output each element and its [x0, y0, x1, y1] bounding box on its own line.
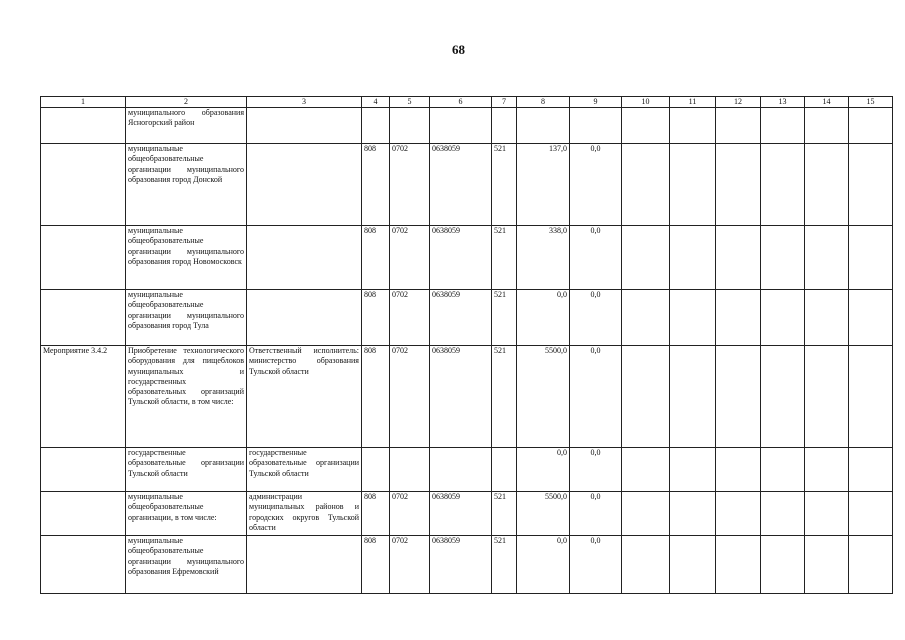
- cell-rzpr: 0702: [390, 492, 430, 536]
- cell-executor: Ответственный исполнитель: министерство образования Тульской области: [247, 346, 362, 448]
- column-header: 10: [622, 97, 670, 108]
- cell-vr: 521: [492, 144, 517, 226]
- empty-cell: [670, 290, 716, 346]
- cell-vr: 521: [492, 226, 517, 290]
- column-header: 4: [362, 97, 390, 108]
- cell-name: государственные образовательные организации Тульской области: [126, 448, 247, 492]
- empty-cell: [805, 108, 849, 144]
- empty-cell: [716, 536, 761, 594]
- column-header: 13: [761, 97, 805, 108]
- table-row: [41, 290, 893, 346]
- table-row: [41, 448, 893, 492]
- table-row: [41, 226, 893, 290]
- cell-vr: [492, 448, 517, 492]
- empty-cell: [849, 448, 893, 492]
- empty-cell: [761, 108, 805, 144]
- cell-name: муниципальные общеобразовательные организации, в том числе:: [126, 492, 247, 536]
- empty-cell: [670, 448, 716, 492]
- empty-cell: [849, 346, 893, 448]
- cell-executor: администрации муниципальных районов и городских округов Тульской области: [247, 492, 362, 536]
- cell-csr: 0638059: [430, 536, 492, 594]
- cell-name: муниципальные общеобразовательные организации муниципального образования город Донской: [126, 144, 247, 226]
- cell-amount-2: 0,0: [570, 226, 622, 290]
- empty-cell: [670, 108, 716, 144]
- cell-name: Приобретение технологического оборудования для пищеблоков муниципальных и государственных образовательных организаций Тульской области, в том числе:: [126, 346, 247, 448]
- column-header: 1: [41, 97, 126, 108]
- cell-event: Мероприятие 3.4.2: [41, 346, 126, 448]
- cell-amount-2: 0,0: [570, 290, 622, 346]
- table-row: [41, 144, 893, 226]
- empty-cell: [849, 492, 893, 536]
- cell-rzpr: 0702: [390, 536, 430, 594]
- cell-executor: [247, 226, 362, 290]
- table-row: [41, 536, 893, 594]
- cell-amount: [517, 108, 570, 144]
- column-header: 5: [390, 97, 430, 108]
- cell-name: муниципального образования Ясногорский район: [126, 108, 247, 144]
- column-header: 7: [492, 97, 517, 108]
- empty-cell: [805, 226, 849, 290]
- cell-amount-2: [570, 108, 622, 144]
- cell-amount-2: 0,0: [570, 346, 622, 448]
- empty-cell: [670, 492, 716, 536]
- empty-cell: [716, 290, 761, 346]
- cell-amount: 338,0: [517, 226, 570, 290]
- empty-cell: [761, 536, 805, 594]
- cell-name: муниципальные общеобразовательные организации муниципального образования город Новомосковск: [126, 226, 247, 290]
- cell-grbs: 808: [362, 290, 390, 346]
- empty-cell: [622, 492, 670, 536]
- table-row: [41, 492, 893, 536]
- cell-grbs: 808: [362, 346, 390, 448]
- empty-cell: [622, 448, 670, 492]
- cell-amount-2: 0,0: [570, 144, 622, 226]
- cell-executor: [247, 290, 362, 346]
- column-header: 11: [670, 97, 716, 108]
- empty-cell: [761, 290, 805, 346]
- column-header: 9: [570, 97, 622, 108]
- empty-cell: [805, 346, 849, 448]
- cell-event: [41, 492, 126, 536]
- cell-grbs: 808: [362, 536, 390, 594]
- table-row: [41, 108, 893, 144]
- cell-rzpr: [390, 108, 430, 144]
- empty-cell: [622, 226, 670, 290]
- cell-event: [41, 448, 126, 492]
- cell-amount-2: 0,0: [570, 536, 622, 594]
- cell-rzpr: 0702: [390, 346, 430, 448]
- empty-cell: [716, 144, 761, 226]
- cell-csr: 0638059: [430, 290, 492, 346]
- cell-grbs: 808: [362, 144, 390, 226]
- cell-event: [41, 536, 126, 594]
- empty-cell: [716, 108, 761, 144]
- cell-rzpr: 0702: [390, 226, 430, 290]
- cell-vr: 521: [492, 290, 517, 346]
- empty-cell: [716, 346, 761, 448]
- empty-cell: [849, 290, 893, 346]
- cell-executor: [247, 144, 362, 226]
- cell-csr: 0638059: [430, 492, 492, 536]
- cell-executor: государственные образовательные организации Тульской области: [247, 448, 362, 492]
- cell-csr: 0638059: [430, 144, 492, 226]
- table-row: [41, 346, 893, 448]
- empty-cell: [622, 290, 670, 346]
- empty-cell: [805, 144, 849, 226]
- cell-grbs: 808: [362, 226, 390, 290]
- cell-csr: [430, 448, 492, 492]
- column-header: 3: [247, 97, 362, 108]
- empty-cell: [716, 492, 761, 536]
- cell-amount: 0,0: [517, 290, 570, 346]
- cell-grbs: [362, 448, 390, 492]
- cell-event: [41, 290, 126, 346]
- header-row: [41, 97, 893, 108]
- cell-grbs: [362, 108, 390, 144]
- cell-amount: 5500,0: [517, 492, 570, 536]
- cell-amount-2: 0,0: [570, 492, 622, 536]
- empty-cell: [849, 108, 893, 144]
- cell-vr: 521: [492, 536, 517, 594]
- cell-executor: [247, 108, 362, 144]
- empty-cell: [805, 492, 849, 536]
- cell-amount: 0,0: [517, 536, 570, 594]
- cell-vr: 521: [492, 492, 517, 536]
- cell-amount-2: 0,0: [570, 448, 622, 492]
- empty-cell: [670, 226, 716, 290]
- column-header: 2: [126, 97, 247, 108]
- cell-amount: 5500,0: [517, 346, 570, 448]
- cell-rzpr: 0702: [390, 144, 430, 226]
- page-number: 68: [452, 42, 465, 57]
- column-header: 12: [716, 97, 761, 108]
- empty-cell: [622, 108, 670, 144]
- column-header: 6: [430, 97, 492, 108]
- cell-grbs: 808: [362, 492, 390, 536]
- empty-cell: [761, 346, 805, 448]
- cell-event: [41, 144, 126, 226]
- empty-cell: [716, 448, 761, 492]
- empty-cell: [761, 492, 805, 536]
- cell-vr: 521: [492, 346, 517, 448]
- cell-vr: [492, 108, 517, 144]
- empty-cell: [761, 144, 805, 226]
- budget-table: [40, 96, 893, 594]
- column-header: 14: [805, 97, 849, 108]
- cell-executor: [247, 536, 362, 594]
- cell-event: [41, 226, 126, 290]
- column-header: 8: [517, 97, 570, 108]
- empty-cell: [670, 346, 716, 448]
- empty-cell: [622, 144, 670, 226]
- cell-csr: 0638059: [430, 346, 492, 448]
- cell-amount: 137,0: [517, 144, 570, 226]
- column-header: 15: [849, 97, 893, 108]
- cell-rzpr: 0702: [390, 290, 430, 346]
- cell-csr: [430, 108, 492, 144]
- empty-cell: [849, 536, 893, 594]
- cell-csr: 0638059: [430, 226, 492, 290]
- cell-rzpr: [390, 448, 430, 492]
- empty-cell: [716, 226, 761, 290]
- empty-cell: [670, 144, 716, 226]
- empty-cell: [622, 536, 670, 594]
- empty-cell: [805, 290, 849, 346]
- empty-cell: [622, 346, 670, 448]
- empty-cell: [849, 226, 893, 290]
- empty-cell: [849, 144, 893, 226]
- empty-cell: [761, 448, 805, 492]
- empty-cell: [670, 536, 716, 594]
- cell-event: [41, 108, 126, 144]
- empty-cell: [805, 536, 849, 594]
- empty-cell: [805, 448, 849, 492]
- empty-cell: [761, 226, 805, 290]
- cell-name: муниципальные общеобразовательные организации муниципального образования город Тула: [126, 290, 247, 346]
- cell-amount: 0,0: [517, 448, 570, 492]
- cell-name: муниципальные общеобразовательные организации муниципального образования Ефремовский: [126, 536, 247, 594]
